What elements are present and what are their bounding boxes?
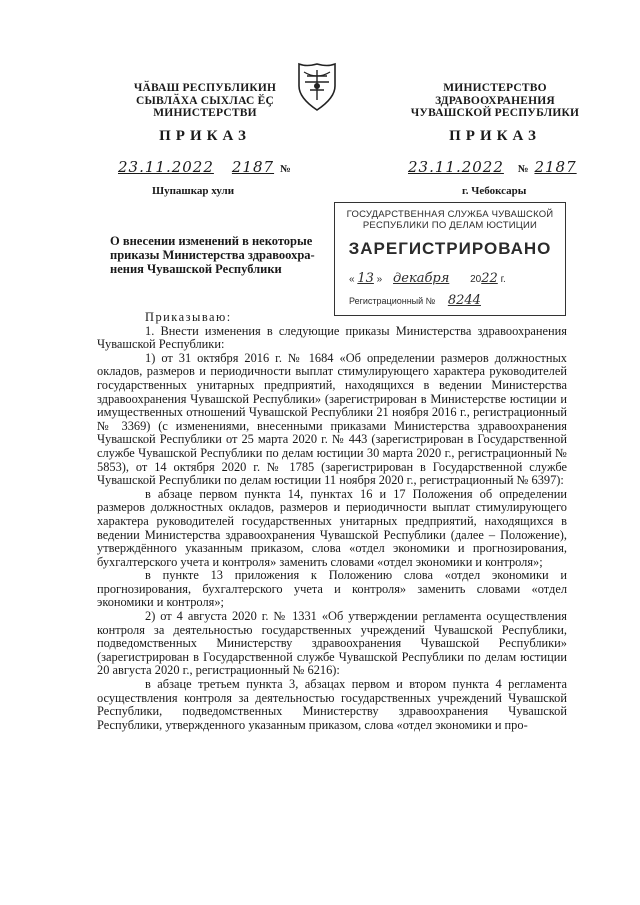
body-paragraph-1: 1. Внести изменения в следующие приказы Министерства здравоохранения Чувашской Республики: [97, 323, 567, 352]
body-intro: Приказываю: [145, 310, 232, 324]
stamp-year-prefix: 20 [470, 274, 482, 285]
body-paragraph-3: в абзаце первом пункта 14, пунктах 16 и 17 Положения об определении размеров должностных окладов, размеров и периодичности выплат стимулирующего характера руководителей государственных унитарных предприятий, находящихся в ведении Министерства здравоохранения Чувашской Республики (далее – Положение), утверждённого указанным приказом, слова «отдел экономики и прогнозирования, бухгалтерского учета и контроля» заменить словами «отдел экономики и контроля»; [97, 486, 567, 569]
left-header-line3: МИНИСТЕРСТВИ [153, 107, 257, 119]
left-date-handwritten: 23.11.2022 [118, 158, 214, 176]
stamp-reg-number: 8244 [447, 293, 481, 308]
stamp-status: ЗАРЕГИСТРИРОВАНО [348, 239, 552, 258]
stamp-header [335, 209, 565, 231]
stamp-line1: ГОСУДАРСТВЕННАЯ СЛУЖБА ЧУВАШСКОЙ [346, 209, 554, 220]
right-number-sign: № [517, 164, 529, 175]
stamp-day: 13 [357, 271, 374, 286]
stamp-month: декабря [393, 271, 450, 286]
body-paragraph-6: в абзаце третьем пункта 3, абзацах первом и втором пункта 4 регламента осуществления контроля за деятельностью государственных учреждений Чувашской Республики, подведомственных Министерству здравоохранения Чувашской Республики, утвержденного указанным приказом, слова «отдел экономики и про- [97, 677, 567, 732]
right-date-handwritten: 23.11.2022 [408, 158, 504, 176]
left-prikaz-title: ПРИКАЗ [159, 128, 251, 144]
title-line3: нения Чувашской Республики [110, 262, 282, 276]
right-header [410, 82, 580, 120]
body-paragraph-5: 2) от 4 августа 2020 г. № 1331 «Об утверждении регламента осуществления контроля за деятельностью государственных учреждений Чувашской Республики, подведомственных Министерству здравоохранения Чувашской Республики» (зарегистрирован в Государственной службе Чувашской Республики по делам юстиции 20 августа 2020 г., регистрационный № 6216): [97, 609, 567, 678]
stamp-year: 22 [481, 271, 498, 286]
registration-stamp [334, 202, 566, 316]
left-header [110, 82, 300, 120]
left-city: Шупашкар хули [152, 185, 235, 197]
right-header-line2: ЗДРАВООХРАНЕНИЯ [435, 94, 555, 107]
left-number-sign: № [280, 164, 291, 175]
stamp-year-suffix: г. [500, 274, 506, 285]
coat-of-arms-emblem-icon [290, 60, 344, 116]
left-header-line1: ЧӐВАШ РЕСПУБЛИКИН [133, 82, 277, 94]
right-header-line1: МИНИСТЕРСТВО [443, 82, 547, 94]
stamp-date-row: « 13 » декабря 2022 г. [349, 271, 506, 286]
body-paragraph-2: 1) от 31 октября 2016 г. № 1684 «Об определении размеров должностных окладов, размеров и периодичности выплат стимулирующего характера руководителей государственных унитарных предприятий, находящихся в ведении Министерства здравоохранения Чувашской Республики» (зарегистрирован в Министерстве юстиции и имущественных отношений Чувашской Республики 21 ноября 2016 г., регистрационный № 3369) (с изменениями, внесенными приказами Министерства здравоохранения Чувашской Республики от 25 марта 2020 г. № 443 (зарегистрирован в Государственной службе Чувашской Республики по делам юстиции 30 марта 2020 г., регистрационный № 5853), от 14 октября 2020 г. № 1785 (зарегистрирован в Государственной службе Чувашской Республики по делам юстиции 11 ноября 2020 г., регистрационный № 6397): [97, 350, 567, 488]
right-prikaz-title: ПРИКАЗ [449, 128, 541, 144]
stamp-reg-row [349, 293, 555, 308]
document-title [110, 234, 340, 276]
body-paragraph-4: в пункте 13 приложения к Положению слова «отдел экономики и прогнозирования, бухгалтерского учета и контроля» заменить словами «отдел экономики и контроля»; [97, 568, 567, 610]
left-number-handwritten: 2187 [231, 158, 275, 176]
stamp-reg-label: Регистрационный № [349, 296, 436, 306]
right-header-line3: ЧУВАШСКОЙ РЕСПУБЛИКИ [410, 107, 580, 119]
right-date-number [408, 158, 588, 177]
title-line1: О внесении изменений в некоторые [110, 234, 313, 248]
right-number-handwritten: 2187 [534, 158, 577, 176]
right-city: г. Чебоксары [462, 185, 527, 197]
document-body [97, 311, 567, 732]
left-date-number [118, 158, 308, 177]
left-header-line2: СЫВЛӐХА СЫХЛАС ӖҪ [136, 94, 274, 107]
stamp-line2: РЕСПУБЛИКИ ПО ДЕЛАМ ЮСТИЦИИ [362, 220, 538, 231]
title-line2: приказы Министерства здравоохра- [110, 248, 315, 262]
